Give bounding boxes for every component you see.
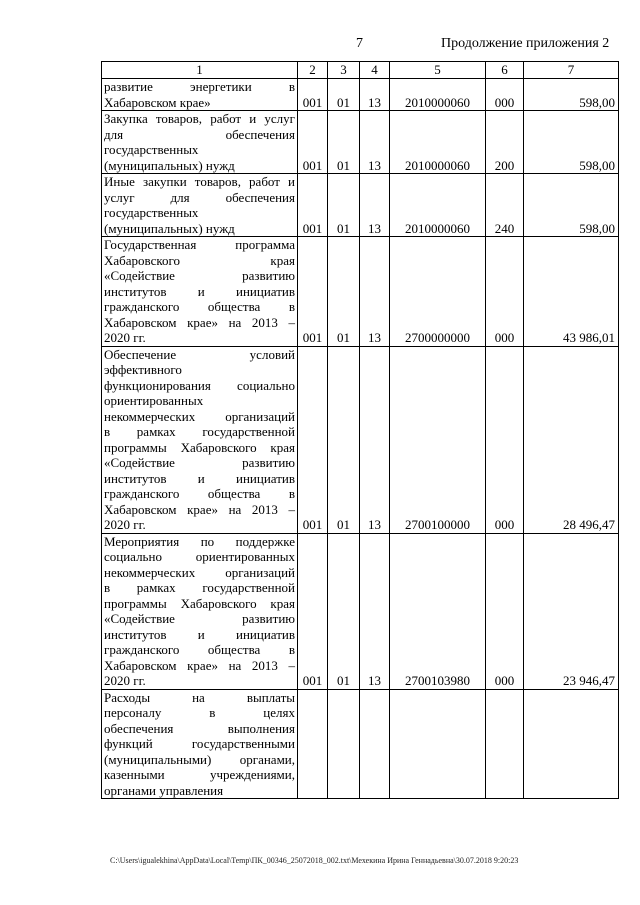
- section-cell: 01: [328, 346, 360, 533]
- section-cell: 01: [328, 111, 360, 174]
- target-article-cell: 2010000060: [390, 79, 486, 111]
- table-row: [102, 174, 619, 237]
- description-line: Мероприятия по поддержке: [104, 533, 295, 549]
- description-line: гражданского общества в: [104, 642, 295, 657]
- description-line: в рамках государственной: [104, 424, 295, 439]
- admin-code-cell: 001: [298, 533, 328, 689]
- description-line: Хабаровского края: [104, 252, 295, 268]
- admin-code-cell: 001: [298, 111, 328, 174]
- admin-code-cell: 001: [298, 174, 328, 237]
- description-cell: [102, 79, 298, 111]
- budget-table: [101, 61, 619, 799]
- description-line: для обеспечения: [104, 126, 295, 142]
- amount-cell: 598,00: [524, 174, 619, 237]
- description-line: Хабаровском крае» на 2013 –: [104, 501, 295, 517]
- description-line: обеспечения выполнения: [104, 720, 295, 736]
- description-line: услуг для обеспечения: [104, 189, 295, 205]
- description-line: ориентированных: [104, 393, 204, 408]
- table-row: [102, 111, 619, 174]
- description-line: 2020 гг.: [104, 517, 146, 532]
- description-line: 2020 гг.: [104, 330, 146, 345]
- description-line: функционирования социально: [104, 377, 295, 393]
- table-header-row: [102, 62, 619, 79]
- description-line: социально ориентированных: [104, 549, 295, 564]
- target-article-cell: [390, 689, 486, 799]
- description-line: Хабаровском крае» на 2013 –: [104, 657, 295, 673]
- description-line: Иные закупки товаров, работ и: [104, 174, 295, 189]
- amount-cell: 598,00: [524, 111, 619, 174]
- description-line: институтов и инициатив: [104, 470, 295, 486]
- continuation-header: Продолжение приложения 2: [441, 36, 610, 51]
- table-row: [102, 533, 619, 689]
- description-line: «Содействие развитию: [104, 611, 295, 626]
- description-line: функций государственными: [104, 736, 295, 751]
- admin-code-cell: 001: [298, 346, 328, 533]
- description-line: Обеспечение условий: [104, 346, 295, 362]
- description-line: (муниципальных) нужд: [104, 157, 235, 173]
- admin-code-cell: [298, 689, 328, 799]
- description-line: развитие энергетики в: [104, 79, 295, 94]
- description-line: государственных: [104, 142, 199, 157]
- description-line: «Содействие развитию: [104, 268, 295, 283]
- amount-cell: [524, 689, 619, 799]
- description-cell: [102, 111, 298, 174]
- subsection-cell: 13: [360, 237, 390, 347]
- expense-type-cell: 000: [486, 346, 524, 533]
- expense-type-cell: 000: [486, 79, 524, 111]
- subsection-cell: 13: [360, 111, 390, 174]
- description-line: в рамках государственной: [104, 580, 295, 595]
- expense-type-cell: 200: [486, 111, 524, 174]
- section-cell: [328, 689, 360, 799]
- expense-type-cell: 000: [486, 533, 524, 689]
- description-cell: [102, 533, 298, 689]
- description-cell: [102, 237, 298, 347]
- description-line: Хабаровском крае»: [104, 94, 211, 110]
- description-line: гражданского общества в: [104, 486, 295, 501]
- header-cell: 7: [524, 62, 619, 79]
- description-line: институтов и инициатив: [104, 626, 295, 642]
- table-row: [102, 79, 619, 111]
- subsection-cell: 13: [360, 533, 390, 689]
- page-number: 7: [356, 36, 363, 51]
- description-line: гражданского общества в: [104, 299, 295, 314]
- description-line: персоналу в целях: [104, 705, 295, 720]
- description-line: казенными учреждениями,: [104, 767, 295, 782]
- header-cell: 1: [102, 62, 298, 79]
- table-row: [102, 689, 619, 799]
- subsection-cell: 13: [360, 346, 390, 533]
- header-cell: 2: [298, 62, 328, 79]
- expense-type-cell: 240: [486, 174, 524, 237]
- description-line: 2020 гг.: [104, 673, 146, 688]
- amount-cell: 23 946,47: [524, 533, 619, 689]
- table-row: [102, 237, 619, 347]
- header-cell: 3: [328, 62, 360, 79]
- description-line: (муниципальных) нужд: [104, 220, 235, 236]
- target-article-cell: 2700103980: [390, 533, 486, 689]
- description-line: Расходы на выплаты: [104, 689, 295, 705]
- amount-cell: 43 986,01: [524, 237, 619, 347]
- description-cell: [102, 174, 298, 237]
- description-cell: [102, 689, 298, 799]
- description-line: Закупка товаров, работ и услуг: [104, 111, 295, 126]
- section-cell: 01: [328, 533, 360, 689]
- section-cell: 01: [328, 237, 360, 347]
- description-line: Государственная программа: [104, 237, 295, 252]
- header-cell: 6: [486, 62, 524, 79]
- description-line: «Содействие развитию: [104, 455, 295, 470]
- amount-cell: 598,00: [524, 79, 619, 111]
- target-article-cell: 2700100000: [390, 346, 486, 533]
- header-cell: 5: [390, 62, 486, 79]
- target-article-cell: 2010000060: [390, 174, 486, 237]
- header-cell: 4: [360, 62, 390, 79]
- admin-code-cell: 001: [298, 237, 328, 347]
- section-cell: 01: [328, 79, 360, 111]
- expense-type-cell: 000: [486, 237, 524, 347]
- description-line: программы Хабаровского края: [104, 439, 295, 455]
- description-line: программы Хабаровского края: [104, 595, 295, 611]
- description-line: эффективного: [104, 362, 182, 377]
- description-line: некоммерческих организаций: [104, 564, 295, 580]
- description-line: некоммерческих организаций: [104, 408, 295, 424]
- target-article-cell: 2010000060: [390, 111, 486, 174]
- description-line: институтов и инициатив: [104, 283, 295, 299]
- subsection-cell: 13: [360, 174, 390, 237]
- description-line: Хабаровском крае» на 2013 –: [104, 314, 295, 330]
- description-cell: [102, 346, 298, 533]
- description-line: (муниципальными) органами,: [104, 751, 295, 767]
- description-line: органами управления: [104, 782, 224, 798]
- subsection-cell: [360, 689, 390, 799]
- amount-cell: 28 496,47: [524, 346, 619, 533]
- table-row: [102, 346, 619, 533]
- description-line: государственных: [104, 205, 199, 220]
- expense-type-cell: [486, 689, 524, 799]
- target-article-cell: 2700000000: [390, 237, 486, 347]
- subsection-cell: 13: [360, 79, 390, 111]
- file-path-footer: C:\Users\igualekhina\AppData\Local\Temp\ПК_00346_25072018_002.txt\Мехекина Ирина Геннадьевна\30.07.2018 9:20:23: [110, 856, 519, 865]
- section-cell: 01: [328, 174, 360, 237]
- admin-code-cell: 001: [298, 79, 328, 111]
